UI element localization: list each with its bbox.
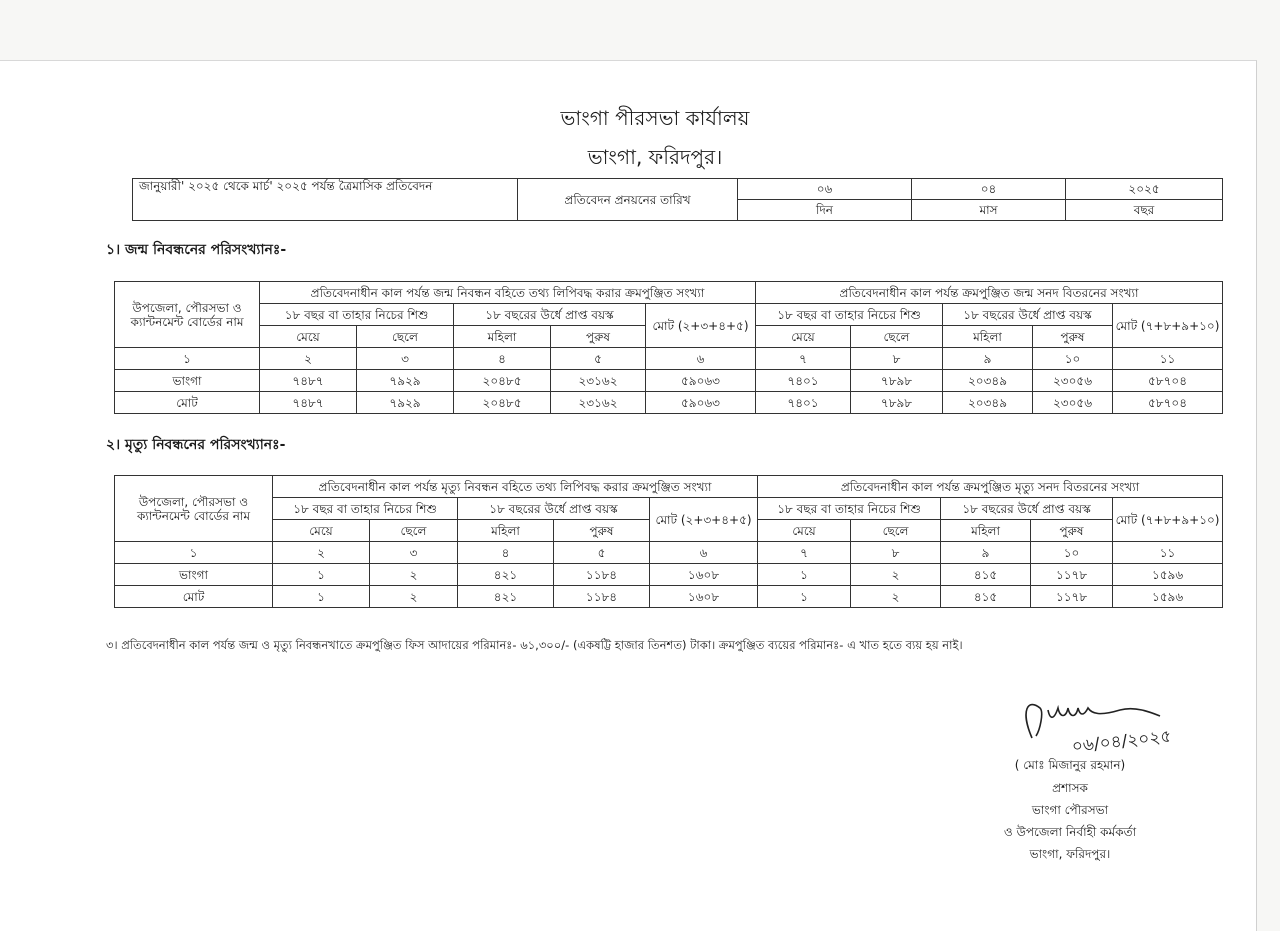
fees-note: ৩। প্রতিবেদনাধীন কাল পর্যন্ত জন্ম ও মৃত্যু নিবন্ধনখাতে ক্রমপুঞ্জিত ফিস আদায়ের পরিমানঃ- ৬১,৩০০/- (একষট্টি হাজার তিনশত) টাকা। ক্রমপুঞ্জিত ব্যয়ের পরিমানঃ- এ খাত হতে ব্যয় হয় নাই।: [106, 638, 963, 652]
table-cell: ২০৩৪৯: [943, 370, 1033, 392]
office-title: ভাংগা পীরসভা কার্যালয়: [560, 106, 750, 130]
table-cell: ১০: [1033, 348, 1113, 370]
table-cell: ১৬০৮: [650, 564, 758, 586]
table-cell: ৭৪৮৭: [260, 370, 357, 392]
row-label-cell: ১: [115, 348, 260, 370]
table-cell: ২: [851, 586, 941, 608]
total-header: মোট (৭+৮+৯+১০): [1113, 498, 1223, 542]
handwritten-signature: [1010, 690, 1210, 765]
table-cell: ২৩১৬২: [551, 370, 646, 392]
table-cell: ৩: [357, 348, 454, 370]
office-location: ভাংগা, ফরিদপুর।: [587, 145, 723, 169]
table-cell: ৮: [851, 348, 943, 370]
table-cell: ১১: [1113, 348, 1223, 370]
column-number-row: [115, 348, 1223, 370]
birth-section-title: ১। জন্ম নিবন্ধনের পরিসংখ্যানঃ-: [106, 242, 287, 258]
table-cell: ৭: [756, 348, 851, 370]
table-cell: ২০৪৮৫: [454, 392, 551, 414]
man-header: পুরুষ: [551, 326, 646, 348]
registration-group-header: প্রতিবেদনাধীন কাল পর্যন্ত জন্ম নিবন্ধন বহিতে তথ্য লিপিবদ্ধ করার ক্রমপুঞ্জিত সংখ্যা: [260, 282, 756, 304]
woman-header: মহিলা: [941, 520, 1031, 542]
row-label-cell: ভাংগা: [115, 564, 273, 586]
table-cell: ১১৮৪: [554, 586, 650, 608]
death-stats-table: [114, 475, 1223, 608]
table-cell: ২৩১৬২: [551, 392, 646, 414]
area-header: উপজেলা, পৌরসভা ও ক্যান্টনমেন্ট বোর্ডের নাম: [115, 282, 260, 348]
table-cell: ৭৯২৯: [357, 392, 454, 414]
table-cell: ২০৩৪৯: [943, 392, 1033, 414]
girl-header: মেয়ে: [756, 326, 851, 348]
adults-header: ১৮ বছরের উর্ধে প্রাপ্ত বয়স্ক: [458, 498, 650, 520]
table-cell: ৫৯০৬৩: [646, 392, 756, 414]
table-cell: ৫৮৭০৪: [1113, 392, 1223, 414]
table-cell: ২৩০৫৬: [1033, 392, 1113, 414]
report-month: ০৪: [912, 179, 1066, 200]
total-header: মোট (২+৩+৪+৫): [646, 304, 756, 348]
table-cell: ৪১৫: [941, 586, 1031, 608]
boy-header: ছেলে: [851, 520, 941, 542]
man-header: পুরুষ: [1031, 520, 1113, 542]
table-cell: ১৫৯৬: [1113, 564, 1223, 586]
table-cell: ৭৪৮৭: [260, 392, 357, 414]
table-cell: ২: [370, 586, 458, 608]
row-label-cell: মোট: [115, 392, 260, 414]
boy-header: ছেলে: [370, 520, 458, 542]
table-cell: ৫৮৭০৪: [1113, 370, 1223, 392]
table-cell: ১: [758, 586, 851, 608]
month-label: মাস: [912, 200, 1066, 221]
woman-header: মহিলা: [943, 326, 1033, 348]
girl-header: মেয়ে: [260, 326, 357, 348]
year-label: বছর: [1066, 200, 1223, 221]
table-cell: ১১৭৮: [1031, 586, 1113, 608]
table-cell: ৬: [650, 542, 758, 564]
total-header: মোট (৭+৮+৯+১০): [1113, 304, 1223, 348]
boy-header: ছেলে: [851, 326, 943, 348]
registration-group-header: প্রতিবেদনাধীন কাল পর্যন্ত মৃত্যু নিবন্ধন বহিতে তথ্য লিপিবদ্ধ করার ক্রমপুঞ্জিত সংখ্যা: [273, 476, 758, 498]
table-cell: ৪: [454, 348, 551, 370]
signature-date: ০৬/০৪/২০২৫: [1070, 726, 1173, 757]
table-cell: ৪২১: [458, 586, 554, 608]
table-cell: ২: [273, 542, 370, 564]
table-cell: ৭৮৯৮: [851, 392, 943, 414]
table-row: [115, 564, 1223, 586]
certificate-group-header: প্রতিবেদনাধীন কাল পর্যন্ত ক্রমপুঞ্জিত মৃত্যু সনদ বিতরনের সংখ্যা: [758, 476, 1223, 498]
table-cell: ৪: [458, 542, 554, 564]
woman-header: মহিলা: [458, 520, 554, 542]
signatory-name: ( মোঃ মিজানুর রহমান): [1014, 758, 1126, 772]
adults-header: ১৮ বছরের উর্ধে প্রাপ্ত বয়স্ক: [941, 498, 1113, 520]
table-cell: ৭৪০১: [756, 392, 851, 414]
table-cell: ৬: [646, 348, 756, 370]
table-cell: ১১৭৮: [1031, 564, 1113, 586]
area-header: উপজেলা, পৌরসভা ও ক্যান্টনমেন্ট বোর্ডের নাম: [115, 476, 273, 542]
birth-stats-table: [114, 281, 1223, 414]
table-cell: ২০৪৮৫: [454, 370, 551, 392]
table-cell: ৮: [851, 542, 941, 564]
table-cell: ১: [273, 564, 370, 586]
table-cell: ৫৯০৬৩: [646, 370, 756, 392]
table-cell: ৩: [370, 542, 458, 564]
report-info-table: [132, 178, 1223, 221]
table-cell: ৭৪০১: [756, 370, 851, 392]
adults-header: ১৮ বছরের উর্ধে প্রাপ্ত বয়স্ক: [943, 304, 1113, 326]
table-cell: ১৬০৮: [650, 586, 758, 608]
boy-header: ছেলে: [357, 326, 454, 348]
table-cell: ৯: [941, 542, 1031, 564]
table-cell: ২: [851, 564, 941, 586]
children-header: ১৮ বছর বা তাহার নিচের শিশু: [758, 498, 941, 520]
column-number-row: [115, 542, 1223, 564]
children-header: ১৮ বছর বা তাহার নিচের শিশু: [260, 304, 454, 326]
report-date-label: প্রতিবেদন প্রনয়নের তারিখ: [518, 179, 738, 221]
report-year: ২০২৫: [1066, 179, 1223, 200]
row-label-cell: মোট: [115, 586, 273, 608]
table-cell: ৭৮৯৮: [851, 370, 943, 392]
report-day: ০৬: [738, 179, 912, 200]
table-cell: ৭৯২৯: [357, 370, 454, 392]
table-cell: ৪১৫: [941, 564, 1031, 586]
day-label: দিন: [738, 200, 912, 221]
table-cell: ১: [758, 564, 851, 586]
children-header: ১৮ বছর বা তাহার নিচের শিশু: [273, 498, 458, 520]
signatory-location: ভাংগা, ফরিদপুর।: [1029, 847, 1111, 861]
table-cell: ১০: [1031, 542, 1113, 564]
signatory-title: প্রশাসক: [1052, 781, 1088, 795]
total-header: মোট (২+৩+৪+৫): [650, 498, 758, 542]
certificate-group-header: প্রতিবেদনাধীন কাল পর্যন্ত ক্রমপুঞ্জিত জন্ম সনদ বিতরনের সংখ্যা: [756, 282, 1223, 304]
table-cell: ১১৮৪: [554, 564, 650, 586]
table-cell: ৫: [554, 542, 650, 564]
table-row: [115, 586, 1223, 608]
signatory-office: ভাংগা পৌরসভা: [1031, 803, 1109, 817]
woman-header: মহিলা: [454, 326, 551, 348]
table-row: [115, 392, 1223, 414]
table-cell: ৪২১: [458, 564, 554, 586]
table-cell: ২: [260, 348, 357, 370]
children-header: ১৮ বছর বা তাহার নিচের শিশু: [756, 304, 943, 326]
table-cell: ২: [370, 564, 458, 586]
report-period: জানুয়ারী' ২০২৫ থেকে মার্চ' ২০২৫ পর্যন্ত ত্রৈমাসিক প্রতিবেদন: [133, 179, 518, 221]
table-cell: ৭: [758, 542, 851, 564]
adults-header: ১৮ বছরের উর্ধে প্রাপ্ত বয়স্ক: [454, 304, 646, 326]
table-cell: ১: [273, 586, 370, 608]
table-cell: ১১: [1113, 542, 1223, 564]
table-cell: ৯: [943, 348, 1033, 370]
signatory-title-2: ও উপজেলা নির্বাহী কর্মকর্তা: [1003, 825, 1137, 839]
table-cell: ১৫৯৬: [1113, 586, 1223, 608]
row-label-cell: ১: [115, 542, 273, 564]
death-section-title: ২। মৃত্যু নিবন্ধনের পরিসংখ্যানঃ-: [106, 437, 286, 453]
table-row: [115, 370, 1223, 392]
man-header: পুরুষ: [1033, 326, 1113, 348]
row-label-cell: ভাংগা: [115, 370, 260, 392]
table-cell: ২৩০৫৬: [1033, 370, 1113, 392]
girl-header: মেয়ে: [273, 520, 370, 542]
girl-header: মেয়ে: [758, 520, 851, 542]
table-cell: ৫: [551, 348, 646, 370]
man-header: পুরুষ: [554, 520, 650, 542]
